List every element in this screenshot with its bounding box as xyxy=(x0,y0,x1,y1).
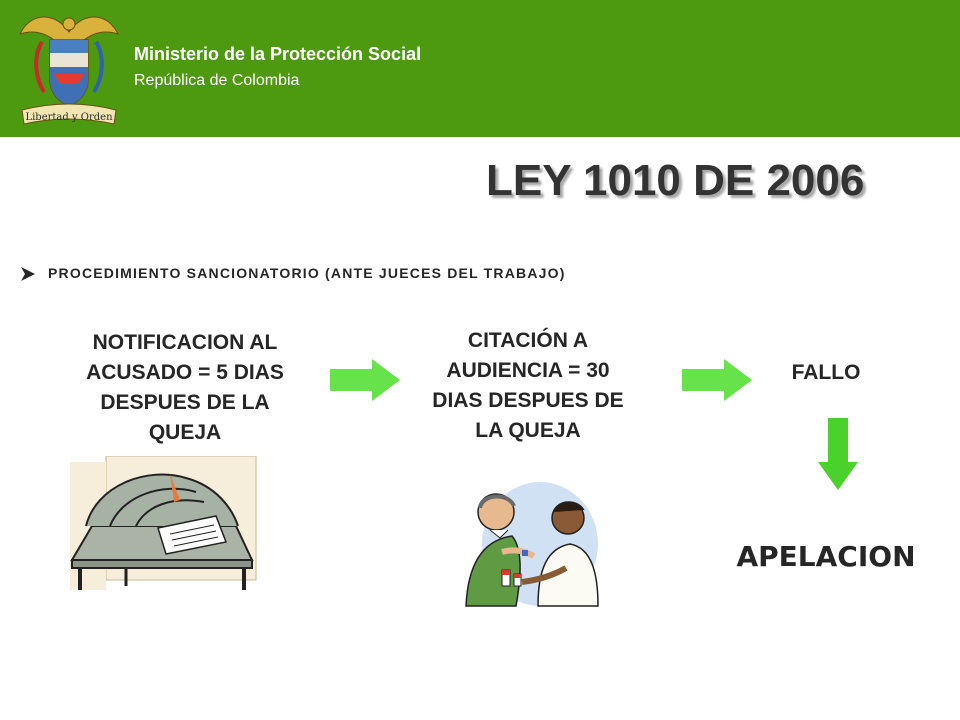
bullet-text: PROCEDIMIENTO SANCIONATORIO (ANTE JUECES DEL TRABAJO) xyxy=(48,265,566,281)
slide-title: LEY 1010 DE 2006 xyxy=(486,156,865,205)
step-notification xyxy=(50,328,320,448)
step-line: NOTIFICACION AL xyxy=(92,331,278,354)
arrow-right-icon xyxy=(330,359,400,401)
step-line: DESPUES DE LA xyxy=(100,391,270,414)
step-line: ACUSADO = 5 DIAS xyxy=(86,361,284,384)
crest-motto: Libertad y Orden xyxy=(25,112,113,123)
colombia-crest-icon xyxy=(14,6,124,130)
doctor-patient-clipart xyxy=(456,478,602,608)
step-line: QUEJA xyxy=(148,421,222,444)
org-name: Ministerio de la Protección Social xyxy=(134,44,422,64)
header-bar xyxy=(0,0,960,137)
step-hearing xyxy=(392,326,664,446)
arrow-bullet-icon xyxy=(20,266,36,282)
step-ruling xyxy=(766,358,886,388)
step-line: AUDIENCIA = 30 xyxy=(446,359,610,382)
arrow-right-icon xyxy=(682,359,752,401)
org-subtitle: República de Colombia xyxy=(134,72,300,89)
step-line: FALLO xyxy=(791,361,861,384)
final-step-appeal: APELACION xyxy=(736,540,916,573)
step-line: CITACIÓN A xyxy=(467,329,589,352)
step-line: DIAS DESPUES DE xyxy=(432,389,624,412)
step-line: LA QUEJA xyxy=(475,419,581,442)
arrow-down-icon xyxy=(818,418,858,490)
desk-clipart xyxy=(66,456,258,590)
